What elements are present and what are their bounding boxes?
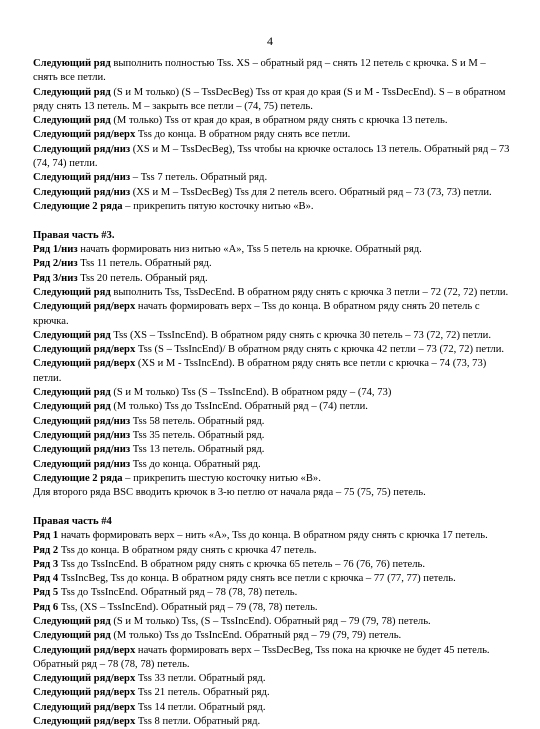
row-text: Tss до конца. В обратном ряду снять с крючка 47 петель. [58, 544, 317, 556]
row-text: (М только) Tss до TssIncEnd. Обратный ряд – (74) петли. [110, 401, 368, 413]
row-text: TssIncBeg, Tss до конца. В обратном ряду снять все петли с крючка – 77 (77, 77) петель. [58, 573, 456, 585]
row-label: Следующий ряд/верх [33, 687, 136, 699]
instruction-line [33, 243, 511, 257]
row-label: Следующий ряд [33, 630, 111, 642]
row-text: (М только) Tss от края до края, в обратном ряду снять с крючка 13 петель. [110, 115, 448, 127]
row-text: Tss (S – TssIncEnd)/ В обратном ряду снять с крючка 42 петли – 73 (72, 72) петли. [135, 344, 505, 356]
instruction-line [33, 329, 511, 343]
row-label: Ряд 3/низ [33, 272, 78, 284]
section-heading-right-part-3: Правая часть #3. [33, 229, 115, 241]
instruction-line [33, 615, 511, 629]
row-label: Следующий ряд/низ [33, 429, 131, 441]
row-label: Следующий ряд [33, 329, 111, 341]
row-text: Tss 21 петель. Обратный ряд. [135, 687, 270, 699]
row-label: Ряд 1 [33, 530, 59, 542]
section-rows-right-part-3 [33, 243, 511, 500]
row-text: начать формировать верх – TssDecBeg, Tss пока на крючке не будет 45 петель. Обратный ряд – 78 (78, 78) петель. [33, 644, 490, 670]
row-label: Следующий ряд/низ [33, 444, 131, 456]
row-text: Tss до TssIncEnd. В обратном ряду снять с крючка 65 петель – 76 (76, 76) петель. [58, 558, 425, 570]
row-label: Следующий ряд [33, 615, 111, 627]
section-rows-right-part-4 [33, 529, 511, 729]
row-text: начать формировать верх – Tss до конца. В обратном ряду снять 20 петель с крючка. [33, 301, 480, 327]
row-text: (S и M только) Tss (S – TssIncEnd). В обратном ряду – (74, 73) [110, 387, 392, 399]
instruction-line [33, 644, 511, 673]
instruction-line [33, 272, 511, 286]
section-gap [33, 214, 511, 229]
row-text: Tss 14 петли. Обратный ряд. [135, 701, 266, 713]
row-text: Tss 11 петель. Обратный ряд. [77, 258, 212, 270]
row-label: Ряд 6 [33, 601, 59, 613]
row-label: Следующий ряд/верх [33, 344, 136, 356]
instruction-line [33, 529, 511, 543]
row-label: Следующие 2 ряда [33, 472, 123, 484]
row-text: Tss 20 петель. Обраный ряд. [77, 272, 208, 284]
row-text: Tss до конца. Обратный ряд. [130, 458, 261, 470]
instruction-line [33, 186, 511, 200]
row-label: Следующий ряд [33, 387, 111, 399]
section-gap [33, 500, 511, 515]
row-text: Tss 35 петель. Обратный ряд. [130, 429, 265, 441]
document-body [33, 57, 511, 729]
row-label: Следующие 2 ряда [33, 200, 123, 212]
row-label: Ряд 3 [33, 558, 59, 570]
instruction-line [33, 486, 511, 500]
row-text: начать формировать верх – нить «А», Tss до конца. В обратном ряду снять с крючка 17 петель. [58, 530, 488, 542]
row-text: Tss (XS – TssIncEnd). В обратном ряду снять с крючка 30 петель – 73 (72, 72) петли. [110, 329, 491, 341]
instruction-line [33, 257, 511, 271]
row-label: Следующий ряд/низ [33, 186, 131, 198]
row-text: Tss, (XS – TssIncEnd). Обратный ряд – 79 (78, 78) петель. [58, 601, 318, 613]
instruction-line [33, 357, 511, 386]
instruction-line [33, 544, 511, 558]
instruction-line [33, 558, 511, 572]
instruction-line [33, 57, 511, 86]
row-text: (S и M только) (S – TssDecBeg) Tss от края до края (S и M - TssDecEnd). S – в обратном ряду снять 13 петель. М – закрыть все петли – (74, 75) петель. [33, 86, 506, 112]
row-label: Ряд 4 [33, 573, 59, 585]
row-text: Для второго ряда BSC вводить крючок в 3-ю петлю от начала ряда – 75 (75, 75) петель. [33, 487, 426, 499]
instruction-line [33, 343, 511, 357]
instruction-line [33, 629, 511, 643]
row-text: Tss до TssIncEnd. Обратный ряд – 78 (78, 78) петель. [58, 587, 298, 599]
instruction-line [33, 200, 511, 214]
row-label: Следующий ряд [33, 286, 111, 298]
row-text: начать формировать низ нитью «А», Tss 5 петель на крючке. Обратный ряд. [77, 244, 422, 256]
instruction-line [33, 400, 511, 414]
instruction-line [33, 128, 511, 142]
instruction-line [33, 472, 511, 486]
row-text: Tss 13 петель. Обратный ряд. [130, 444, 265, 456]
row-label: Следующий ряд/верх [33, 358, 136, 370]
row-text: выполнить Tss, TssDecEnd. В обратном ряду снять с крючка 3 петли – 72 (72, 72) петли. [110, 286, 509, 298]
row-label: Следующий ряд [33, 86, 111, 98]
instruction-line [33, 672, 511, 686]
row-label: Следующий ряд/верх [33, 129, 136, 141]
instruction-line [33, 443, 511, 457]
row-label: Ряд 5 [33, 587, 59, 599]
row-label: Следующий ряд/верх [33, 701, 136, 713]
row-text: Tss до конца. В обратном ряду снять все петли. [135, 129, 351, 141]
row-text: (М только) Tss до TssIncEnd. Обратный ряд – 79 (79, 79) петель. [110, 630, 402, 642]
instruction-line [33, 286, 511, 300]
row-label: Следующий ряд/низ [33, 458, 131, 470]
row-label: Ряд 1/низ [33, 244, 78, 256]
row-label: Ряд 2/низ [33, 258, 78, 270]
row-label: Следующий ряд/верх [33, 644, 136, 656]
instruction-line [33, 386, 511, 400]
row-text: (XS и M - TssIncEnd). В обратном ряду снять все петли с крючка – 74 (73, 73) петли. [33, 358, 487, 384]
row-text: Tss 8 петли. Обратный ряд. [135, 716, 261, 728]
instruction-line [33, 300, 511, 329]
row-label: Следующий ряд/низ [33, 143, 131, 155]
row-label: Следующий ряд/верх [33, 301, 136, 313]
section-rows-part-2 [33, 57, 511, 214]
row-text: (S и M только) Tss, (S – TssIncEnd). Обратный ряд – 79 (79, 78) петель. [110, 615, 431, 627]
instruction-line [33, 458, 511, 472]
row-label: Ряд 2 [33, 544, 59, 556]
row-label: Следующий ряд/низ [33, 415, 131, 427]
row-text: – Tss 7 петель. Обратный ряд. [130, 172, 268, 184]
row-text: (XS и M – TssDecBeg) Tss для 2 петель всего. Обратный ряд – 73 (73, 73) петли. [130, 186, 492, 198]
page-number: 4 [267, 34, 273, 48]
instruction-line [33, 601, 511, 615]
row-label: Следующий ряд [33, 58, 111, 69]
section-heading-right-part-4: Правая часть #4 [33, 515, 112, 527]
instruction-line [33, 586, 511, 600]
row-text: Tss 58 петель. Обратный ряд. [130, 415, 265, 427]
instruction-line [33, 415, 511, 429]
instruction-line [33, 114, 511, 128]
instruction-line [33, 429, 511, 443]
instruction-line [33, 86, 511, 115]
row-label: Следующий ряд/верх [33, 673, 136, 685]
row-label: Следующий ряд [33, 115, 111, 127]
instruction-line [33, 171, 511, 185]
instruction-line [33, 701, 511, 715]
row-label: Следующий ряд/низ [33, 172, 131, 184]
row-text: (XS и M – TssDecBeg), Tss чтобы на крючке осталось 13 петель. Обратный ряд – 73 (74, 74) петли. [33, 143, 510, 170]
instruction-line [33, 572, 511, 586]
row-text: – прикрепить пятую косточку нитью «В». [122, 200, 314, 212]
row-label: Следующий ряд/верх [33, 716, 136, 728]
instruction-line [33, 143, 511, 172]
row-text: – прикрепить шестую косточку нитью «В». [122, 472, 321, 484]
row-text: выполнить полностью Tss. XS – обратный ряд – снять 12 петель с крючка. S и M – снять все петли. [33, 58, 486, 84]
instruction-line [33, 715, 511, 729]
row-text: Tss 33 петли. Обратный ряд. [135, 673, 266, 685]
row-label: Следующий ряд [33, 401, 111, 413]
